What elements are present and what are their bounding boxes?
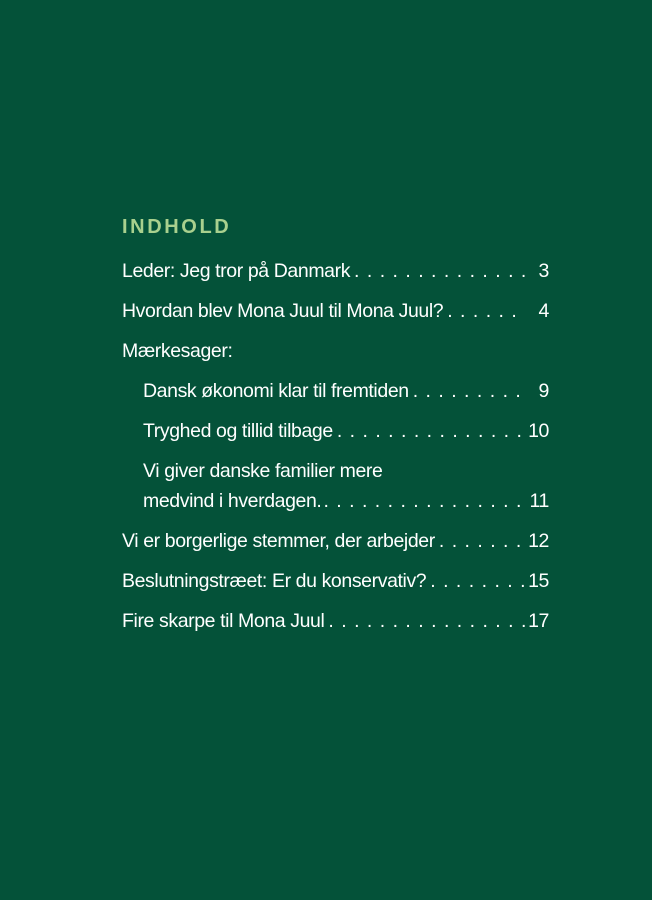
toc-entry-familier[interactable] (122, 457, 549, 515)
toc-entry-leder[interactable] (122, 257, 549, 285)
toc-entry-page: 10 (528, 420, 549, 442)
dot-leader (413, 377, 525, 405)
toc-entry-tryghed[interactable] (122, 417, 549, 445)
toc-entry-title: Dansk økonomi klar til fremtiden (143, 380, 409, 402)
dot-leader (323, 487, 525, 515)
toc-entry-beslutningstraeet[interactable] (122, 567, 549, 595)
toc-entry-title: Vi er borgerlige stemmer, der arbejder (122, 530, 435, 552)
toc-entry-title-line2: medvind i hverdagen. (143, 490, 322, 512)
toc-entry-page: 3 (538, 260, 549, 282)
toc-heading: INDHOLD (122, 216, 232, 238)
dot-leader (447, 297, 525, 325)
toc-entry-line2 (143, 487, 549, 515)
toc-entry-title: Fire skarpe til Mona Juul (122, 610, 325, 632)
toc-entry-borgerlige-stemmer[interactable] (122, 527, 549, 555)
dot-leader (354, 257, 525, 285)
toc-entry-title: Hvordan blev Mona Juul til Mona Juul? (122, 300, 444, 322)
toc-entry-mona-juul[interactable] (122, 297, 549, 325)
toc-entry-page: 11 (529, 490, 549, 512)
toc-entry-title-line1: Vi giver danske familier mere (143, 460, 383, 482)
dot-leader (328, 607, 525, 635)
toc-entry-page: 15 (528, 570, 549, 592)
toc-entry-page: 12 (528, 530, 549, 552)
dot-leader (430, 567, 525, 595)
toc-entry-page: 17 (528, 610, 549, 632)
toc-entry-fire-skarpe[interactable] (122, 607, 549, 635)
toc-entry-title: Tryghed og tillid tilbage (143, 420, 333, 442)
toc-entry-page: 4 (538, 300, 549, 322)
toc-entry-title: Beslutningstræet: Er du konservativ? (122, 570, 427, 592)
toc-entry-title: Leder: Jeg tror på Danmark (122, 260, 351, 282)
toc-entry-dansk-oekonomi[interactable] (122, 377, 549, 405)
toc-section-maerkesager: Mærkesager: (122, 340, 233, 362)
table-of-contents (122, 214, 549, 647)
dot-leader (337, 417, 525, 445)
dot-leader (439, 527, 525, 555)
toc-entry-page: 9 (538, 380, 549, 402)
